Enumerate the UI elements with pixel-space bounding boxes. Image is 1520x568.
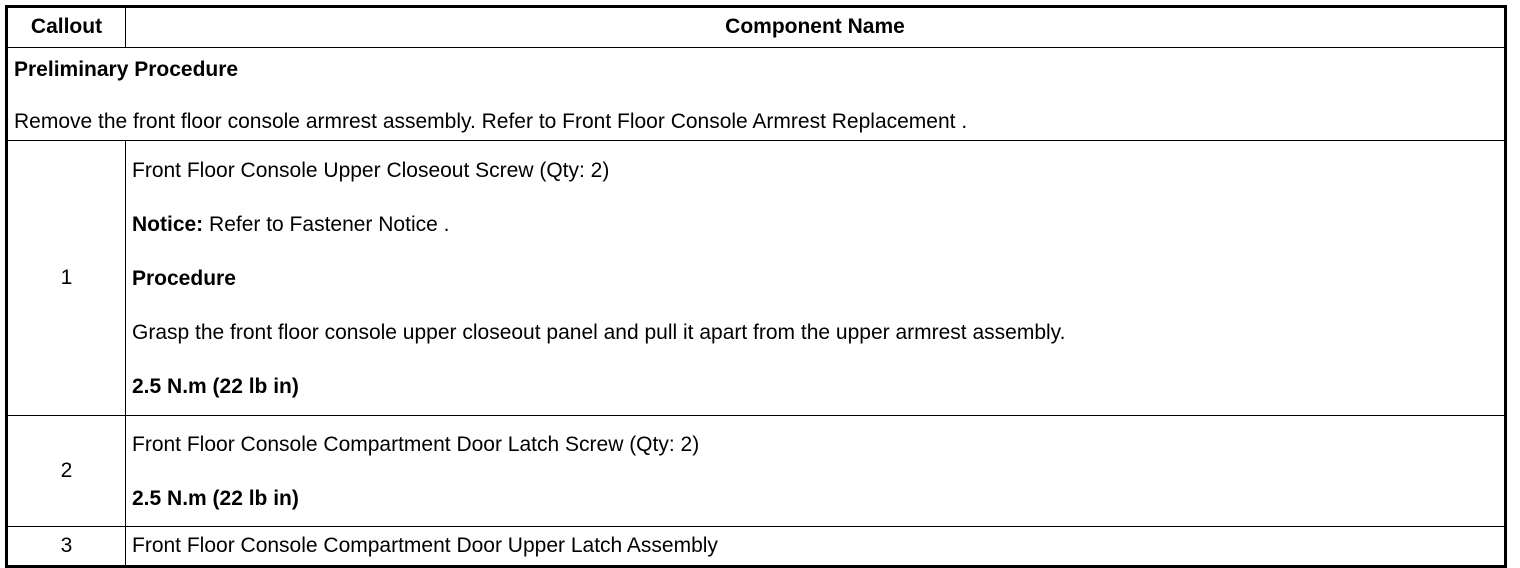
- callout-header: Callout: [8, 8, 126, 48]
- component-cell: [126, 141, 1505, 416]
- procedure-table-container: [5, 5, 1507, 568]
- callout-number: 1: [8, 141, 126, 416]
- component-name: Front Floor Console Upper Closeout Screw (Qty: 2): [132, 158, 610, 182]
- component-name: Front Floor Console Compartment Door Upper Latch Assembly: [132, 534, 718, 558]
- procedure-title: Procedure: [132, 267, 236, 291]
- preliminary-title: Preliminary Procedure: [14, 58, 239, 81]
- component-cell: [126, 527, 1505, 566]
- torque-spec: 2.5 N.m (22 lb in): [132, 487, 299, 511]
- callout-number: 3: [8, 527, 126, 566]
- component-name-header: Component Name: [126, 8, 1505, 48]
- notice-text: Refer to Fastener Notice .: [203, 212, 450, 236]
- preliminary-cell: [8, 48, 1505, 141]
- table-row: [8, 141, 1505, 416]
- callout-number: 2: [8, 416, 126, 527]
- torque-spec: 2.5 N.m (22 lb in): [132, 375, 299, 399]
- table-row: [8, 527, 1505, 566]
- header-row: [8, 8, 1505, 48]
- component-cell: [126, 416, 1505, 527]
- procedure-text: Grasp the front floor console upper closeout panel and pull it apart from the upper armrest assembly.: [132, 321, 1066, 345]
- component-name: Front Floor Console Compartment Door Latch Screw (Qty: 2): [132, 433, 700, 456]
- procedure-table: [7, 7, 1505, 566]
- table-row: [8, 416, 1505, 527]
- preliminary-text: Remove the front floor console armrest assembly. Refer to Front Floor Console Armrest Replacement .: [14, 110, 968, 133]
- notice-label: Notice:: [132, 212, 204, 236]
- notice-line: [132, 213, 1498, 237]
- preliminary-row: [8, 48, 1505, 141]
